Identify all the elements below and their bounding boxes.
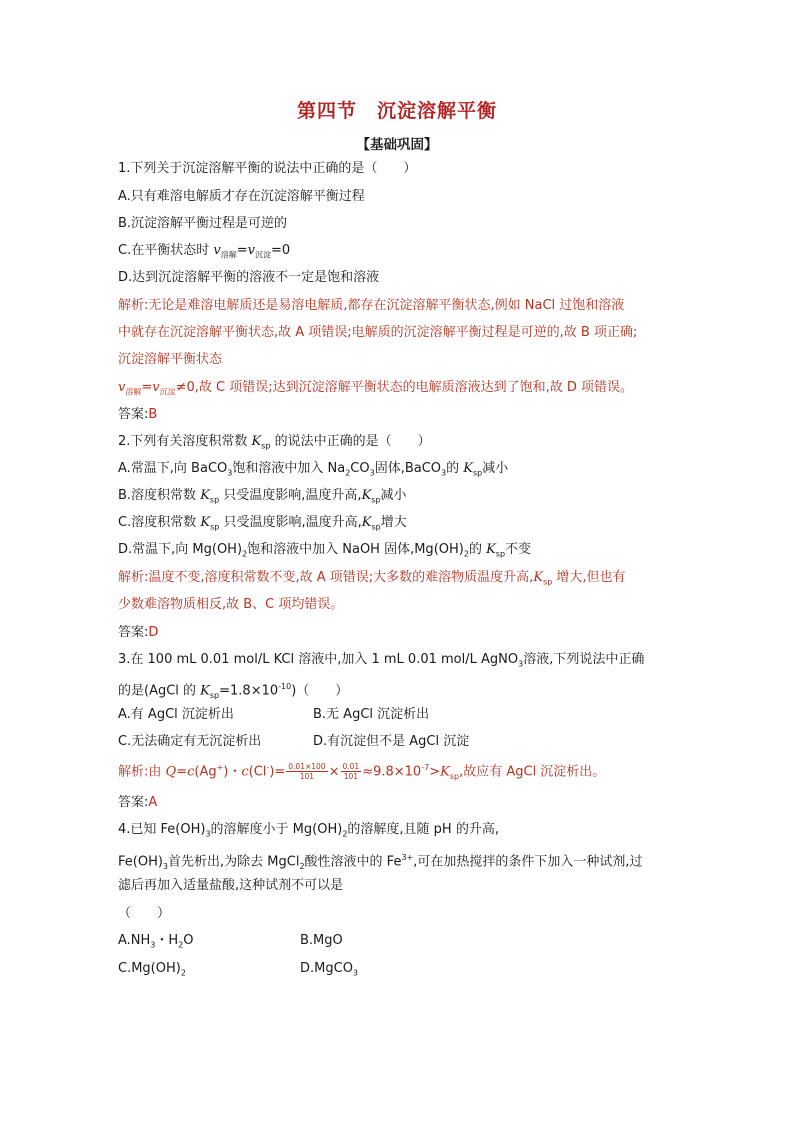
q1-explanation-line1: 解析:无论是难溶电解质还是易溶电解质,都存在沉淀溶解平衡状态,例如 NaCl 过饱和溶液 bbox=[118, 298, 625, 313]
q3-stem-line1: 3.在 100 mL 0.01 mol/L KCl 溶液中,加入 1 mL 0.01 mol/L AgNO$_3$溶液,下列说法中正确 bbox=[118, 652, 645, 669]
q3-option-d: D.有沉淀但不是 AgCl 沉淀 bbox=[313, 734, 470, 749]
q2-answer: 答案:D bbox=[118, 625, 159, 640]
q1-option-b: B.沉淀溶解平衡过程是可逆的 bbox=[118, 216, 288, 231]
q4-stem-line2: $Fe(OH)_3$首先析出,为除去 MgCl$_2$酸性溶液中的 $Fe^{3+}$,可在加热搅拌的条件下加入一种试剂,过 bbox=[118, 853, 643, 871]
section-heading: 【基础巩固】 bbox=[356, 137, 438, 153]
q4-option-c: $C.Mg(OH)_2$ bbox=[118, 961, 186, 978]
q4-option-b: B.MgO bbox=[300, 933, 343, 948]
q1-option-d: D.达到沉淀溶解平衡的溶液不一定是饱和溶液 bbox=[118, 270, 380, 285]
q2-stem: 2.下列有关溶度积常数 $K_{sp}$ 的说法中正确的是（ ） bbox=[118, 434, 431, 451]
q1-explanation-line3: 沉淀溶解平衡状态 bbox=[118, 352, 223, 367]
q4-option-d: D.MgCO$_3$ bbox=[300, 961, 359, 978]
q1-answer: 答案:B bbox=[118, 407, 158, 422]
q3-option-a: A.有 AgCl 沉淀析出 bbox=[118, 707, 234, 722]
q1-explanation-line4: $v_{溶解}=v_{沉淀}\ne 0$,故 C 项错误;达到沉淀溶解平衡状态的电解质溶液达到了饱和,故 D 项错误。 bbox=[118, 380, 634, 397]
q1-option-a: A.只有难溶电解质才存在沉淀溶解平衡过程 bbox=[118, 189, 365, 204]
q4-answer-paren: （ ） bbox=[118, 906, 171, 921]
q2-explanation-line1: 解析:温度不变,溶度积常数不变,故 A 项错误;大多数的难溶物质温度升高$,K_{sp}$ 增大,但也有 bbox=[118, 570, 626, 587]
q3-stem-line2: 的是(AgCl 的 $K_{sp}=1.8\times 10^{-10}$)（ ） bbox=[118, 682, 349, 700]
q4-stem-line1: 4.已知 $Fe(OH)_3$的溶解度小于 $Mg(OH)_2$的溶解度,且随 pH 的升高, bbox=[118, 822, 499, 839]
q3-answer: 答案:A bbox=[118, 795, 158, 810]
q4-option-a: $A.NH_3$・$H_2O$ bbox=[118, 933, 194, 950]
q2-option-b: B.溶度积常数 $K_{sp}$ 只受温度影响,温度升高$,K_{sp}$减小 bbox=[118, 488, 407, 505]
fraction-2: $\frac{0.01}{101}$ bbox=[342, 762, 360, 782]
q1-stem: 1.下列关于沉淀溶解平衡的说法中正确的是（ ） bbox=[118, 161, 417, 176]
q2-option-d: D.常温下,向 $Mg(OH)_2$饱和溶液中加入 NaOH 固体$,Mg(OH)_2$的 $K_{sp}$不变 bbox=[118, 542, 532, 559]
q3-option-c: C.无法确定有无沉淀析出 bbox=[118, 734, 262, 749]
q1-explanation-line2: 中就存在沉淀溶解平衡状态,故 A 项错误;电解质的沉淀溶解平衡过程是可逆的,故 B 项正确; bbox=[118, 325, 638, 340]
q1-option-c: C.在平衡状态时 $v_{溶解}=v_{沉淀}=0$ bbox=[118, 243, 291, 260]
q3-explanation: 解析:由 Q=c(Ag+)・c(Cl-)= $\frac{0.01\times 100}{101}$ × $\frac{0.01}{101}$ $\approx 9.8\times 10^{-7}>K_{sp}$,故应有 AgCl 沉淀析出。 bbox=[118, 762, 606, 782]
q4-stem-line3: 滤后再加入适量盐酸,这种试剂不可以是 bbox=[118, 878, 344, 893]
page-title: 第四节 沉淀溶解平衡 bbox=[296, 100, 498, 122]
q2-explanation-line2: 少数难溶物质相反,故 B、C 项均错误。 bbox=[118, 597, 344, 612]
q3-option-b: B.无 AgCl 沉淀析出 bbox=[313, 707, 430, 722]
q2-option-c: C.溶度积常数 $K_{sp}$ 只受温度影响,温度升高$,K_{sp}$增大 bbox=[118, 515, 407, 532]
fraction-1: $\frac{0.01\times 100}{101}$ bbox=[288, 762, 326, 782]
q2-option-a: A.常温下,向 BaCO$_3$饱和溶液中加入 $Na_2CO_3$固体,BaCO$_3$的 $K_{sp}$减小 bbox=[118, 461, 509, 478]
